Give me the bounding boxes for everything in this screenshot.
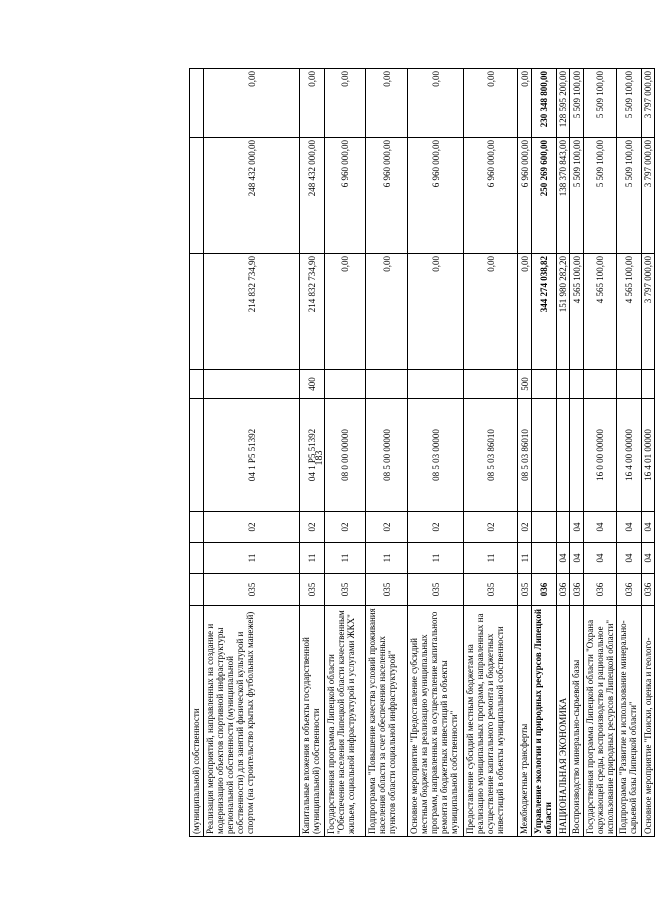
cell-csr — [570, 399, 584, 512]
cell-rz: 11 — [366, 543, 408, 574]
cell-sum-1: 0,00 — [408, 254, 464, 370]
cell-rz: 11 — [325, 543, 366, 574]
table-row — [366, 69, 408, 837]
cell-rz: 11 — [518, 543, 532, 574]
cell-sum-1: 214 832 734,90 — [300, 254, 325, 370]
cell-sum-1: 4 565 100,00 — [584, 254, 617, 370]
cell-rz: 04 — [617, 543, 642, 574]
cell-sum-2: 250 269 600,00 — [532, 138, 557, 254]
cell-vr — [366, 370, 408, 399]
cell-sum-3: 0,00 — [518, 69, 532, 138]
cell-csr: 04 1 P5 51392 — [300, 399, 325, 512]
cell-rz: 04 — [642, 543, 655, 574]
row-name: Воспроизводство минерально-сырьевой базы — [570, 606, 584, 837]
cell-sum-3: 0,00 — [408, 69, 464, 138]
table-body — [190, 69, 655, 837]
cell-csr: 08 5 03 86010 — [464, 399, 518, 512]
cell-csr — [557, 399, 570, 512]
cell-sum-1: 4 565 100,00 — [617, 254, 642, 370]
row-name: Подпрограмма "Развитие и использование минерально-сырьевой базы Липецкой области" — [617, 606, 642, 837]
cell-sum-1 — [190, 254, 204, 370]
cell-rz: 04 — [570, 543, 584, 574]
cell-sum-3: 230 348 800,00 — [532, 69, 557, 138]
cell-vr — [557, 370, 570, 399]
cell-pr: 02 — [204, 512, 300, 543]
cell-sum-1: 0,00 — [366, 254, 408, 370]
cell-rz: 11 — [464, 543, 518, 574]
cell-rz: 11 — [408, 543, 464, 574]
cell-gr: 036 — [584, 574, 617, 606]
cell-sum-3: 0,00 — [366, 69, 408, 138]
budget-table — [189, 69, 653, 837]
table-row — [518, 69, 532, 837]
cell-csr: 04 1 P5 51392 — [204, 399, 300, 512]
cell-vr — [464, 370, 518, 399]
table-row — [464, 69, 518, 837]
cell-gr: 035 — [204, 574, 300, 606]
cell-csr — [190, 399, 204, 512]
cell-rz — [532, 543, 557, 574]
cell-rz — [190, 543, 204, 574]
cell-vr — [325, 370, 366, 399]
table-row — [584, 69, 617, 837]
cell-pr: 04 — [570, 512, 584, 543]
cell-vr: 400 — [300, 370, 325, 399]
row-name: Управление экологии и природных ресурсов Липецкой области — [532, 606, 557, 837]
cell-csr: 08 5 00 00000 — [366, 399, 408, 512]
cell-sum-2: 3 797 000,00 — [642, 138, 655, 254]
table-row — [557, 69, 570, 837]
table-row — [204, 69, 300, 837]
row-name: Государственная программа Липецкой области "Охрана окружающей среды, воспроизводство и рациональное использование природных ресурсов Липецкой области" — [584, 606, 617, 837]
cell-sum-1: 0,00 — [464, 254, 518, 370]
cell-sum-3: 3 797 000,00 — [642, 69, 655, 138]
cell-vr — [617, 370, 642, 399]
cell-gr: 035 — [518, 574, 532, 606]
cell-sum-1: 4 565 100,00 — [570, 254, 584, 370]
cell-sum-2: 248 432 000,00 — [204, 138, 300, 254]
table-row — [617, 69, 642, 837]
cell-sum-3: 0,00 — [325, 69, 366, 138]
cell-vr — [532, 370, 557, 399]
cell-sum-2: 5 509 100,00 — [584, 138, 617, 254]
cell-sum-3: 0,00 — [464, 69, 518, 138]
table-row — [532, 69, 557, 837]
cell-rz: 11 — [300, 543, 325, 574]
row-name: Капитальные вложения в объекты государственной (муниципальной) собственности — [300, 606, 325, 837]
cell-sum-2: 5 509 100,00 — [617, 138, 642, 254]
cell-sum-1: 344 274 038,82 — [532, 254, 557, 370]
cell-vr — [190, 370, 204, 399]
cell-gr: 036 — [617, 574, 642, 606]
table-row — [408, 69, 464, 837]
cell-gr: 036 — [532, 574, 557, 606]
cell-rz: 04 — [557, 543, 570, 574]
cell-pr — [557, 512, 570, 543]
cell-pr: 04 — [642, 512, 655, 543]
cell-pr: 04 — [584, 512, 617, 543]
cell-pr — [532, 512, 557, 543]
cell-pr — [190, 512, 204, 543]
cell-csr: 16 4 01 00000 — [642, 399, 655, 512]
cell-gr — [190, 574, 204, 606]
table-row — [570, 69, 584, 837]
cell-vr — [642, 370, 655, 399]
row-name: Предоставление субсидий местным бюджетам на реализацию муниципальных программ, направленных на осуществление капитального ремонта и бюджетных инвестиций в объекты муниципальной собственности — [464, 606, 518, 837]
row-name: Подпрограмма "Повышение качества условий проживания населения области за счет обеспечения населенных пунктов области социальной инфраструктурой" — [366, 606, 408, 837]
table-row — [642, 69, 655, 837]
cell-sum-2: 248 432 000,00 — [300, 138, 325, 254]
cell-pr: 02 — [408, 512, 464, 543]
row-name: Государственная программа Липецкой области "Обеспечение населения Липецкой области качественным жильем, социальной инфраструктурой и услугами ЖКХ" — [325, 606, 366, 837]
cell-csr: 16 4 00 00000 — [617, 399, 642, 512]
cell-pr: 02 — [464, 512, 518, 543]
cell-sum-2: 138 370 843,00 — [557, 138, 570, 254]
row-name: НАЦИОНАЛЬНАЯ ЭКОНОМИКА — [557, 606, 570, 837]
cell-sum-3: 5 509 100,00 — [617, 69, 642, 138]
cell-csr: 08 0 00 00000 — [325, 399, 366, 512]
table-row — [300, 69, 325, 837]
cell-sum-3 — [190, 69, 204, 138]
cell-pr: 02 — [518, 512, 532, 543]
cell-vr: 500 — [518, 370, 532, 399]
budget-table-grid — [189, 68, 655, 837]
row-name: Основное мероприятие "Поиски, оценка и геолого- — [642, 606, 655, 837]
cell-sum-3: 5 509 100,00 — [570, 69, 584, 138]
cell-sum-2: 6 960 000,00 — [325, 138, 366, 254]
cell-sum-3: 128 595 200,00 — [557, 69, 570, 138]
cell-rz: 11 — [204, 543, 300, 574]
cell-sum-3: 0,00 — [204, 69, 300, 138]
cell-sum-1: 0,00 — [325, 254, 366, 370]
cell-sum-1: 0,00 — [518, 254, 532, 370]
row-name: Реализация мероприятий, направленных на создание и модернизацию объектов спортивной инфраструктуры региональной собственности (муниципальной собственности) для занятий физической культурой и спортом (на строительство крытых футбольных манежей) — [204, 606, 300, 837]
cell-sum-2: 6 960 000,00 — [518, 138, 532, 254]
cell-csr: 16 0 00 00000 — [584, 399, 617, 512]
row-name: Основное мероприятие "Предоставление субсидий местным бюджетам на реализацию муниципальных программ, направленных на осуществление капитального ремонта и бюджетных инвестиций в объекты муниципальной собственности" — [408, 606, 464, 837]
cell-vr — [584, 370, 617, 399]
cell-vr — [570, 370, 584, 399]
cell-sum-2: 6 960 000,00 — [366, 138, 408, 254]
cell-csr: 08 5 03 86010 — [518, 399, 532, 512]
page-number: 183 — [314, 450, 325, 466]
cell-pr: 02 — [325, 512, 366, 543]
table-row — [325, 69, 366, 837]
table-row — [190, 69, 204, 837]
cell-sum-1: 3 797 000,00 — [642, 254, 655, 370]
cell-gr: 035 — [325, 574, 366, 606]
cell-vr — [204, 370, 300, 399]
cell-pr: 04 — [617, 512, 642, 543]
cell-gr: 036 — [557, 574, 570, 606]
cell-pr: 02 — [300, 512, 325, 543]
cell-gr: 035 — [464, 574, 518, 606]
row-name: Межбюджетные трансферты — [518, 606, 532, 837]
cell-sum-2: 6 960 000,00 — [408, 138, 464, 254]
cell-sum-2: 6 960 000,00 — [464, 138, 518, 254]
row-name: (муниципальной) собственности — [190, 606, 204, 837]
cell-sum-2 — [190, 138, 204, 254]
cell-gr: 035 — [408, 574, 464, 606]
cell-sum-3: 0,00 — [300, 69, 325, 138]
cell-csr: 08 5 03 00000 — [408, 399, 464, 512]
cell-pr: 02 — [366, 512, 408, 543]
cell-gr: 035 — [366, 574, 408, 606]
cell-sum-1: 214 832 734,90 — [204, 254, 300, 370]
cell-sum-3: 5 509 100,00 — [584, 69, 617, 138]
cell-gr: 036 — [570, 574, 584, 606]
cell-vr — [408, 370, 464, 399]
cell-gr: 036 — [642, 574, 655, 606]
cell-rz: 04 — [584, 543, 617, 574]
cell-sum-2: 5 509 100,00 — [570, 138, 584, 254]
cell-gr: 035 — [300, 574, 325, 606]
cell-csr — [532, 399, 557, 512]
cell-sum-1: 151 980 282,20 — [557, 254, 570, 370]
